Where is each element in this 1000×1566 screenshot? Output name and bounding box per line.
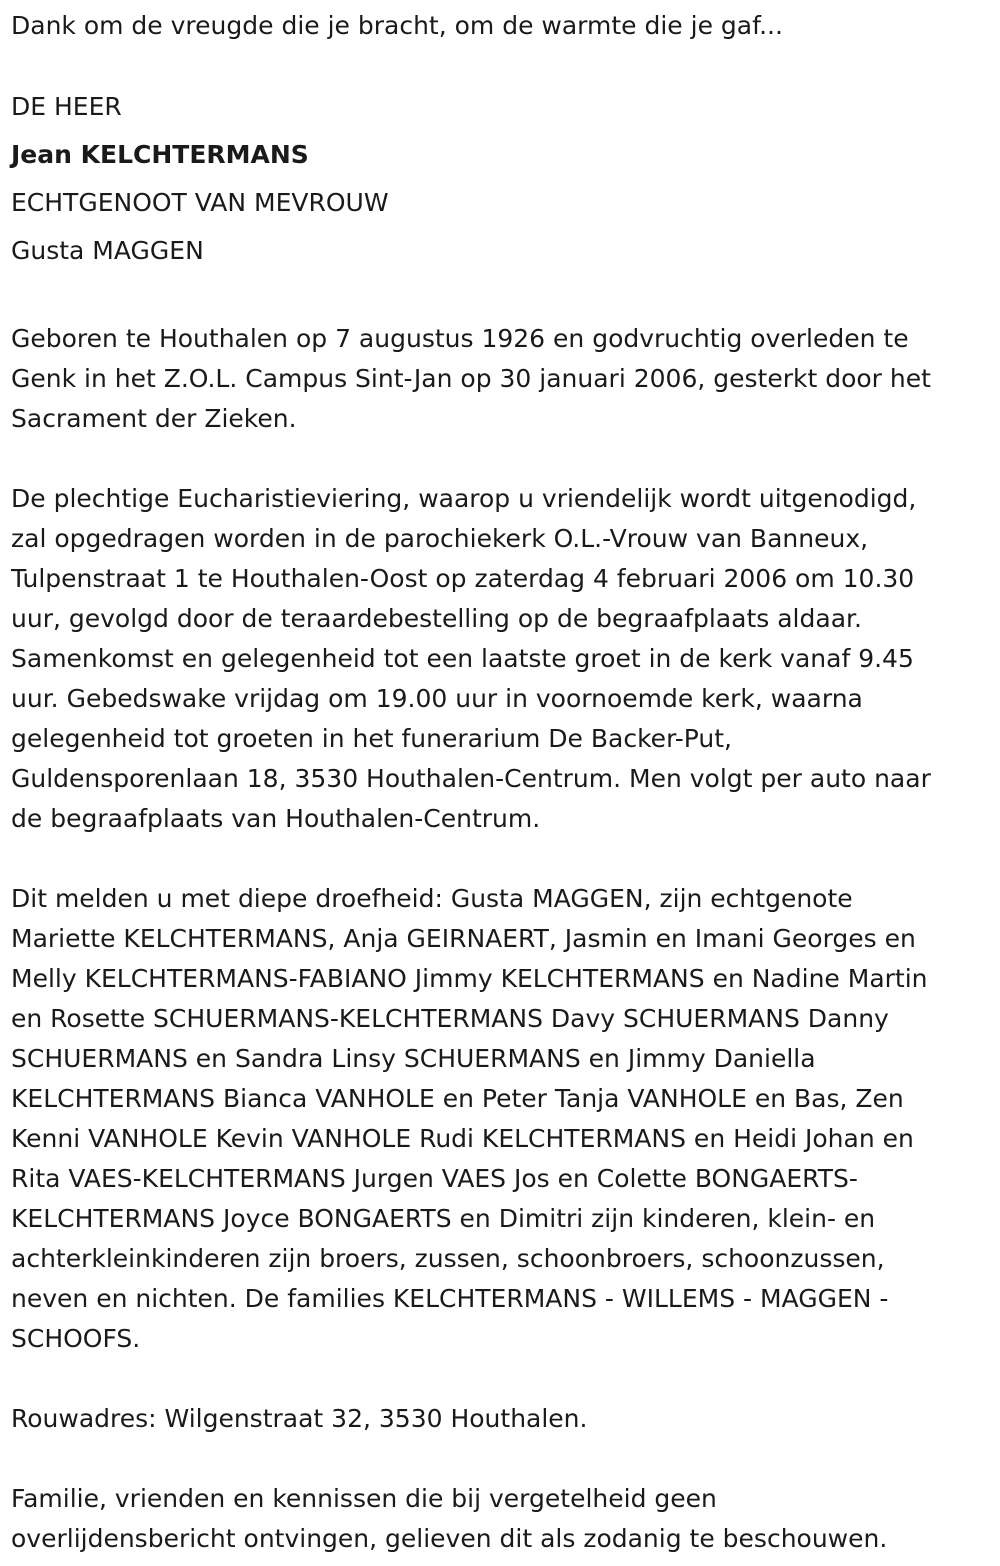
- spacer: [11, 1439, 996, 1479]
- paragraph-line: Genk in het Z.O.L. Campus Sint-Jan op 30 januari 2006, gesterkt door het: [11, 364, 931, 393]
- paragraph-line: Geboren te Houthalen op 7 augustus 1926 en godvruchtig overleden te: [11, 324, 909, 353]
- paragraph-line: Dit melden u met diepe droefheid: Gusta MAGGEN, zijn echtgenote: [11, 884, 853, 913]
- spacer: [11, 839, 996, 879]
- paragraph-line: overlijdensbericht ontvingen, gelieven dit als zodanig te beschouwen.: [11, 1524, 888, 1553]
- paragraph-line: Guldensporenlaan 18, 3530 Houthalen-Centrum. Men volgt per auto naar: [11, 764, 931, 793]
- paragraph-line: en Rosette SCHUERMANS-KELCHTERMANS Davy SCHUERMANS Danny: [11, 1004, 889, 1033]
- deceased-name: Jean KELCHTERMANS: [11, 140, 309, 169]
- spacer: [11, 52, 996, 83]
- salutation: DE HEER: [11, 92, 122, 121]
- paragraph-line: de begraafplaats van Houthalen-Centrum.: [11, 804, 541, 833]
- mourning-address: Rouwadres: Wilgenstraat 32, 3530 Houthalen.: [11, 1404, 588, 1433]
- closing-paragraph: [11, 1479, 996, 1559]
- paragraph-line: neven en nichten. De families KELCHTERMANS - WILLEMS - MAGGEN -: [11, 1284, 889, 1313]
- paragraph-line: Familie, vrienden en kennissen die bij vergetelheid geen: [11, 1484, 717, 1513]
- family-paragraph: [11, 879, 996, 1359]
- spouse-name: Gusta MAGGEN: [11, 236, 204, 265]
- paragraph-line: uur, gevolgd door de teraardebestelling op de begraafplaats aldaar.: [11, 604, 862, 633]
- spouse-label: ECHTGENOOT VAN MEVROUW: [11, 188, 389, 217]
- paragraph-line: SCHOOFS.: [11, 1324, 141, 1353]
- paragraph-line: Tulpenstraat 1 te Houthalen-Oost op zaterdag 4 februari 2006 om 10.30: [11, 564, 915, 593]
- motto-text: Dank om de vreugde die je bracht, om de warmte die je gaf...: [11, 11, 783, 40]
- paragraph-line: KELCHTERMANS Joyce BONGAERTS en Dimitri zijn kinderen, klein- en: [11, 1204, 876, 1233]
- paragraph-line: SCHUERMANS en Sandra Linsy SCHUERMANS en Jimmy Daniella: [11, 1044, 816, 1073]
- paragraph-line: Samenkomst en gelegenheid tot een laatste groet in de kerk vanaf 9.45: [11, 644, 914, 673]
- paragraph-line: zal opgedragen worden in de parochiekerk O.L.-Vrouw van Banneux,: [11, 524, 869, 553]
- spacer: [11, 1359, 996, 1399]
- birth-paragraph: [11, 319, 996, 439]
- paragraph-line: Rita VAES-KELCHTERMANS Jurgen VAES Jos en Colette BONGAERTS-: [11, 1164, 858, 1193]
- paragraph-line: Mariette KELCHTERMANS, Anja GEIRNAERT, Jasmin en Imani Georges en: [11, 924, 916, 953]
- obituary-document: [11, 0, 996, 1559]
- paragraph-line: Melly KELCHTERMANS-FABIANO Jimmy KELCHTERMANS en Nadine Martin: [11, 964, 928, 993]
- paragraph-line: gelegenheid tot groeten in het funerarium De Backer-Put,: [11, 724, 732, 753]
- paragraph-line: De plechtige Eucharistieviering, waarop u vriendelijk wordt uitgenodigd,: [11, 484, 917, 513]
- spacer: [11, 275, 996, 319]
- paragraph-line: achterkleinkinderen zijn broers, zussen, schoonbroers, schoonzussen,: [11, 1244, 885, 1273]
- paragraph-line: Sacrament der Zieken.: [11, 404, 297, 433]
- paragraph-line: Kenni VANHOLE Kevin VANHOLE Rudi KELCHTERMANS en Heidi Johan en: [11, 1124, 914, 1153]
- spacer: [11, 439, 996, 479]
- paragraph-line: uur. Gebedswake vrijdag om 19.00 uur in voornoemde kerk, waarna: [11, 684, 863, 713]
- paragraph-line: KELCHTERMANS Bianca VANHOLE en Peter Tanja VANHOLE en Bas, Zen: [11, 1084, 904, 1113]
- ceremony-paragraph: [11, 479, 996, 839]
